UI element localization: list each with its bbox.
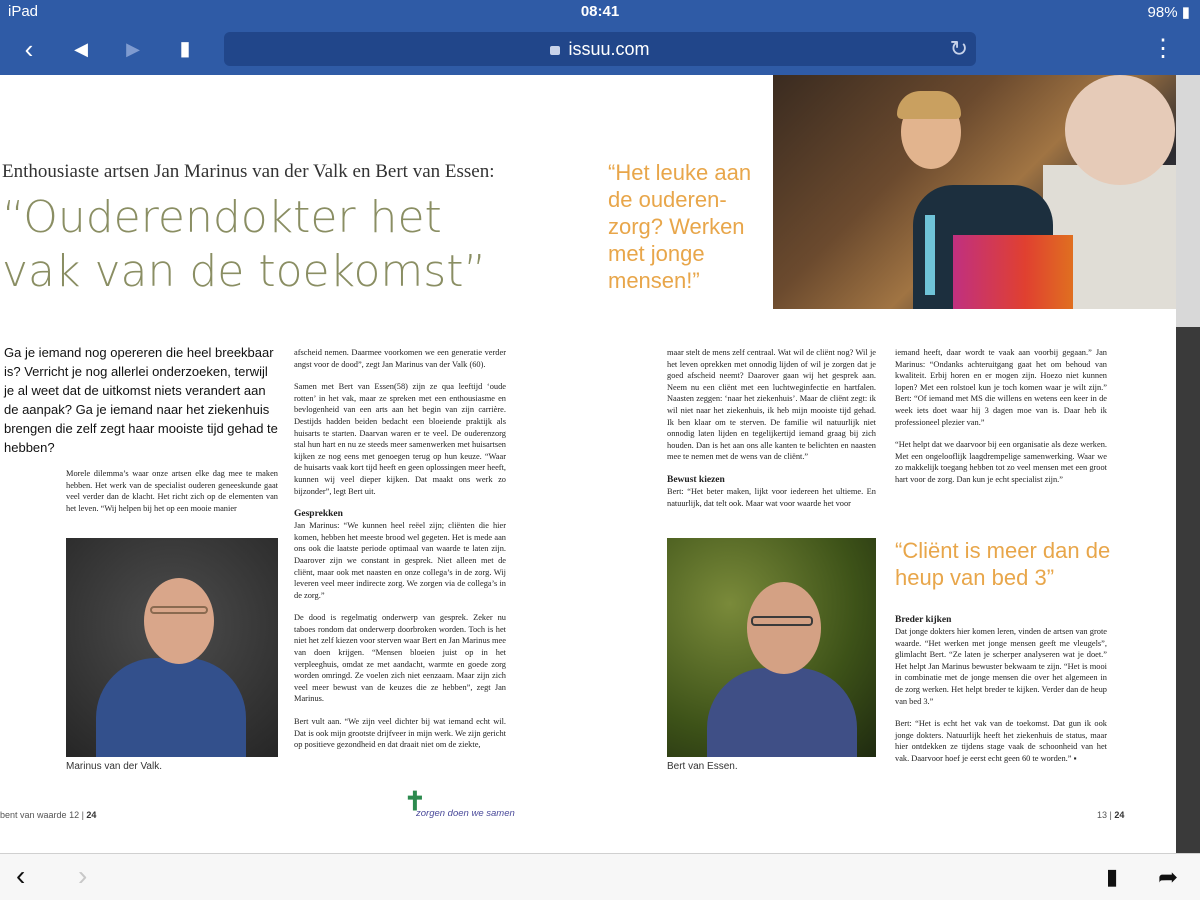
- column-4-paragraph: Bert: “Het is echt het vak van de toekomst. Dat gun ik ook jonge dokters. Natuurlijk heeft het ziekenhuis de status, maar hier ontdekken ze tijdens stage vaak de schoonheid van het vak. Daarvoor hoef je eerst echt geen 60 te worden.” ▪: [895, 719, 1107, 763]
- column-1: [66, 468, 278, 525]
- bookmarks-icon[interactable]: ▮: [1106, 864, 1119, 889]
- organisation-logo: ✝ zorgen doen we samen: [404, 786, 515, 819]
- caption-left: Marinus van der Valk.: [66, 761, 162, 772]
- lock-icon: [550, 46, 560, 55]
- cross-logo-icon: ✝: [404, 786, 426, 816]
- column-4-paragraph: iemand heeft, daar wordt te vaak aan voorbij gegaan.” Jan Marinus: “Ondanks achteruitgang gaat het om behoud van kwaliteit. Erbij horen en er mogen zijn. Hoezo niet kunnen lopen? Met een rolstoel kun je toch komen waar je wilt zijn.” Bert: “Of iemand met MS die willens en wetens een keer in de week iets doet waar hij 3 dagen moe van is. Daar heb ik professioneel plezier van.”: [895, 348, 1107, 427]
- article-intro: Ga je iemand nog opereren die heel breekbaar is? Verricht je nog allerlei onderzoeken, terwijl je al weet dat de uitkomst niets verandert aan de aanpak? Ga je iemand naar het ziekenhuis brengen die zelf zegt haar mooiste tijd gehad te hebben?: [4, 345, 278, 455]
- column-3-paragraph: maar stelt de mens zelf centraal. Wat wil de cliënt nog? Wil je het leven oprekken met onnodig lijden of wil je zorgen dat je goed afscheid neemt? Daarover gaan wij het gesprek aan. Neem nu een cliënt met een luchtweginfectie en hartfalen. Naasten zeggen: ‘naar het ziekenhuis’. Maar de cliënt zegt: ik wil niet naar het ziekenhuis, ik heb mijn mooiste tijd gehad. Ik ben klaar om te sterven. De familie wil natuurlijk niet onnodig laten lijden en tegelijkertijd iemand graag bij zich houden. Dan is het aan ons alle kanten te belichten en naasten mee te nemen met de wens van de cliënt.”: [667, 348, 876, 462]
- column-4-bottom: [895, 614, 1107, 776]
- url-bar[interactable]: [224, 32, 976, 66]
- column-4-paragraph: “Het helpt dat we daarvoor bij een organisatie als deze werken. Met een ongelooflijk laagdrempelige samenwerking. Waar we zo makkelijk toegang hebben tot zo veel mensen met een groot hart voor de zorg. Dan kun je echt specialist zijn.”: [895, 440, 1107, 484]
- next-page-button[interactable]: ▶: [126, 39, 140, 59]
- column-2-paragraph: afscheid nemen. Daarmee voorkomen we een generatie verder angst voor de dood”, zegt Jan Marinus van der Valk (60).: [294, 348, 506, 369]
- subheading-gesprekken: Gesprekken: [294, 509, 343, 520]
- page-number-right: 13 | 24: [1097, 810, 1125, 820]
- battery-level: 98% ▮: [1147, 4, 1190, 21]
- subheading-breder-kijken: Breder kijken: [895, 615, 952, 625]
- portrait-marinus: [66, 538, 278, 757]
- device-label: iPad: [8, 3, 39, 20]
- column-2-paragraph: Samen met Bert van Essen(58) zijn ze qua leeftijd ‘oude rotten’ in het vak, maar ze spreken met een enthousiasme en bevlogenheid van een arts aan het begin van zijn carrière. Destijds hadden beiden bedacht een bloeiende praktijk als huisarts te starten. Daarvan waren er te veel. De ouderenzorg stal hun hart en nu ze steeds meer samenwerken met huisartsen kijken ze nog eens met genoegen terug op hun keuze. “Waar de huisarts vaak kort tijd heeft en geen oplossingen meer heeft, kunnen wij veel dieper kijken. Dat maakt ons werk zo bijzonder”, legt Bert uit.: [294, 382, 506, 496]
- photo-boy-and-elderly-man: [773, 75, 1176, 309]
- bottom-toolbar: [0, 853, 1200, 900]
- scrollbar[interactable]: [1176, 75, 1200, 853]
- column-3: [667, 347, 876, 520]
- share-icon[interactable]: ➦: [1158, 864, 1179, 891]
- scrollbar-thumb[interactable]: [1176, 327, 1200, 853]
- reload-icon[interactable]: ↻: [949, 36, 968, 61]
- column-3-paragraph: Bert: “Het beter maken, lijkt voor iedereen het ultieme. En natuurlijk, dat telt ook. Maar wat voor waarde het voor: [667, 486, 876, 508]
- article-kicker: Enthousiaste artsen Jan Marinus van der Valk en Bert van Essen:: [2, 161, 495, 182]
- forward-arrow-icon[interactable]: ›: [78, 860, 88, 891]
- pull-quote-top: “Het leuke aan de ouderen-zorg? Werken met jonge mensen!”: [608, 160, 752, 293]
- browser-toolbar: [0, 24, 1200, 75]
- column-2-paragraph: Bert vult aan. “We zijn veel dichter bij wat iemand echt wil. Dat is ook mijn grootste drijfveer in mijn werk. We zijn gericht op positieve gezondheid en dat draait niet om de ziekte,: [294, 717, 506, 750]
- previous-page-button[interactable]: ◀: [74, 39, 88, 59]
- portrait-bert: [667, 538, 876, 757]
- column-2: [294, 347, 506, 762]
- pull-quote-bottom: “Cliënt is meer dan de heup van bed 3”: [895, 538, 1111, 590]
- magazine-spread: [0, 75, 1176, 853]
- subheading-bewust-kiezen: Bewust kiezen: [667, 474, 725, 485]
- column-4-top: [895, 347, 1107, 497]
- column-2-paragraph: De dood is regelmatig onderwerp van gesprek. Zeker nu taboes rondom dat onderwerp doorbroken worden. Toch is het niet het zelf kiezen voor sterven waar Bert en Jan Marinus mee van doen krijgen. “Mensen bloeien juist op in het verpleeghuis, omdat ze met aandacht, warmte en goede zorg worden omringd. Ze voelen zich niet eenzaam. Maar zijn zich veel meer bewust van de keuzes die ze hebben”, zegt Jan Marinus.: [294, 613, 506, 704]
- column-2-paragraph: Jan Marinus: “We kunnen heel reëel zijn; cliënten die hier komen, hebben het meeste brood wel gegeten. Het is mede aan ons ook die laatste periode optimaal van waarde te laten zijn. Daarover zijn we constant in gesprek. Niet alleen met de cliënt, maar ook met naasten en onze collega’s in de zorg. Wij leveren veel meer indirecte zorg. We zorgen via de collega’s in de zorg.”: [294, 521, 506, 600]
- back-arrow-icon[interactable]: ‹: [16, 860, 26, 891]
- bookmark-icon[interactable]: ▮: [179, 38, 191, 60]
- back-button[interactable]: ‹: [24, 34, 34, 64]
- status-bar: [0, 0, 1200, 24]
- article-headline: “Ouderendokter het vak van de toekomst”: [2, 192, 487, 297]
- caption-right: Bert van Essen.: [667, 761, 738, 772]
- url-text: issuu.com: [568, 39, 650, 59]
- column-4-paragraph: Dat jonge dokters hier komen leren, vinden de artsen van grote waarde. “Het werken met jonge mensen geeft me vleugels”, glimlacht Bert. “Ze laten je scherper analyseren wat je doet.” Het helpt Jan Marinus bewuster bekwaam te zijn. “Het is mooi in combinatie met de jonge mensen die over het algemeen in de zorg werken. Het helpt breder te kijken. Verder dan de heup van bed 3.”: [895, 627, 1107, 706]
- page-number-left: bent van waarde 12 | 24: [0, 810, 97, 820]
- column-1-text: Morele dilemma’s waar onze artsen elke dag mee te maken hebben. Het werk van de specialist ouderen geneeskunde gaat veel verder dan de klacht. Het richt zich op de elementen van het leven. “Wij helpen bij het op een mooie manier: [66, 469, 278, 513]
- more-menu-icon[interactable]: ⋮: [1151, 35, 1175, 62]
- clock: 08:41: [580, 3, 620, 20]
